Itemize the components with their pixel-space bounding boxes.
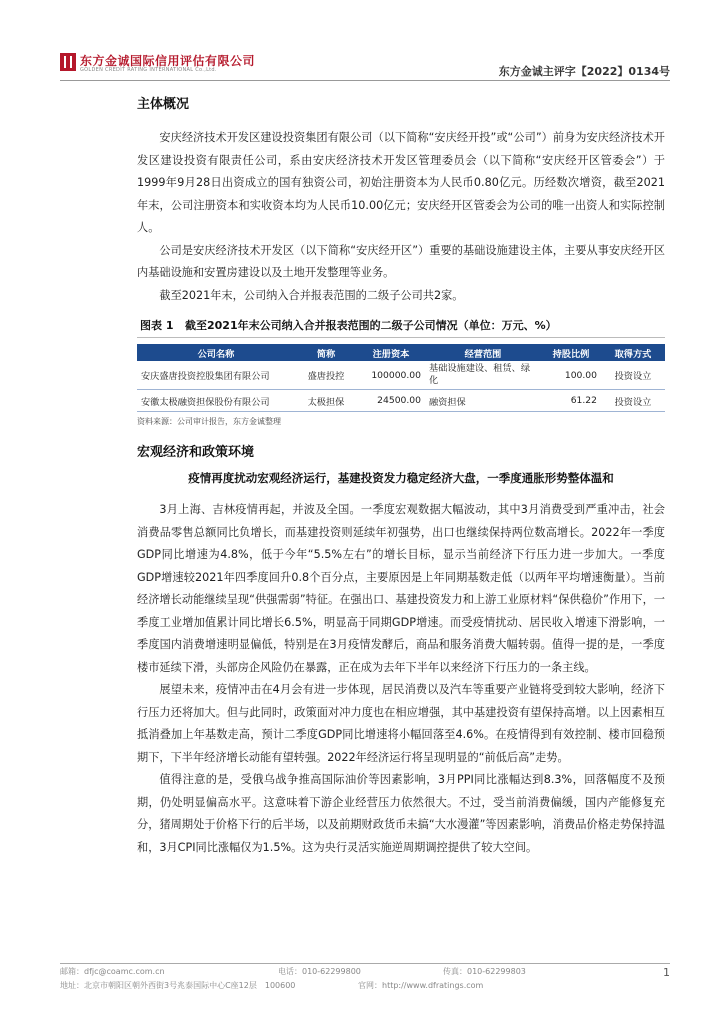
cell-share: 100.00 (541, 361, 601, 390)
table-row (137, 390, 665, 412)
paragraph: 截至2021年末，公司纳入合并报表范围的二级子公司共2家。 (159, 288, 464, 302)
paragraph: 值得注意的是，受俄乌战争推高国际油价等因素影响，3月PPI同比涨幅达到8.3%，回落幅度不及预期，仍处明显偏高水平。这意味着下游企业经营压力依然很大。不过，受当前消费偏缓，国内产能修复充分，猪周期处于价格下行的后半场，以及前期财政货币未搞“大水漫灌”等因素影响，消费品价格走势保持温和，3月CPI同比涨幅仅为1.5%。这为央行灵活实施逆周期调控提供了较大空间。 (137, 773, 665, 854)
section-title-overview: 主体概况 (137, 97, 190, 112)
table-caption (137, 315, 665, 338)
col-header-abbr: 简称 (295, 344, 357, 361)
cell-capital: 100000.00 (357, 361, 425, 390)
col-header-method: 取得方式 (601, 344, 665, 361)
paragraph: 安庆经济技术开发区建设投资集团有限公司（以下简称“安庆经开投”或“公司”）前身为安庆经济技术开发区建设投资有限责任公司，系由安庆经济技术开发区管理委员会（以下简称“安庆经开区管委会”）于1999年9月28日出资成立的国有独资公司，初始注册资本为人民币0.80亿元。历经数次增资，截至2021年末，公司注册资本和实收资本均为人民币10.00亿元；安庆经开区管委会为公司的唯一出资人和实际控制人。 (137, 131, 665, 234)
subsidiary-table (137, 344, 665, 412)
cell-share: 61.22 (541, 390, 601, 412)
paragraph: 公司是安庆经济技术开发区（以下简称“安庆经开区”）重要的基础设施建设主体，主要从事安庆经开区内基础设施和安置房建设以及土地开发整理等业务。 (137, 243, 665, 279)
page-number: 1 (663, 966, 670, 979)
table-row (137, 361, 665, 390)
cell-abbr: 太极担保 (295, 390, 357, 412)
company-logo-icon (60, 53, 76, 71)
footer-fax: 传真：010-62299803 (443, 967, 526, 976)
table-title: 截至2021年末公司纳入合并报表范围的二级子公司情况（单位：万元、%） (184, 319, 557, 332)
cell-capital: 24500.00 (357, 390, 425, 412)
paragraph: 展望未来，疫情冲击在4月会有进一步体现，居民消费以及汽车等重要产业链将受到较大影响，经济下行压力还将加大。但与此同时，政策面对冲力度也在相应增强，其中基建投资有望保持高增。以上因素相互抵消叠加上年基数走高，预计二季度GDP同比增速将小幅回落至4.6%。在疫情得到有效控制、楼市回稳预期下，下半年经济增长动能有望转强。2022年经济运行将呈现明显的“前低后高”走势。 (137, 683, 665, 764)
cell-company: 安庆盛唐投资控股集团有限公司 (137, 361, 295, 390)
col-header-company: 公司名称 (137, 344, 295, 361)
cell-abbr: 盛唐投控 (295, 361, 357, 390)
table-header-row (137, 344, 665, 361)
cell-scope: 基础设施建设、租赁、绿化 (425, 361, 541, 390)
footer-divider (60, 963, 670, 964)
table-source-note: 资料来源：公司审计报告，东方金诚整理 (137, 417, 281, 426)
footer-website: 官网：http://www.dfratings.com (358, 981, 484, 990)
main-content (137, 95, 665, 859)
footer-address: 地址：北京市朝阳区朝外西街3号兆泰国际中心C座12层 100600 (60, 981, 296, 990)
cell-company: 安徽太极融资担保股份有限公司 (137, 390, 295, 412)
section-subtitle: 疫情再度扰动宏观经济运行，基建投资发力稳定经济大盘，一季度通胀形势整体温和 (188, 471, 614, 485)
section-title-macro: 宏观经济和政策环境 (137, 445, 255, 460)
header-divider (60, 80, 670, 81)
cell-method: 投资设立 (601, 390, 665, 412)
company-name-cn: 东方金诚国际信用评估有限公司 (80, 54, 256, 68)
report-number: 东方金诚主评字【2022】0134号 (498, 65, 670, 78)
col-header-capital: 注册资本 (357, 344, 425, 361)
page-header (60, 53, 670, 83)
footer-phone: 电话：010-62299800 (278, 967, 361, 976)
footer-email: 邮箱：dfjc@coamc.com.cn (60, 967, 165, 976)
company-name-en: GOLDEN CREDIT RATING INTERNATIONAL Co.,Ltd. (80, 67, 217, 73)
paragraph: 3月上海、吉林疫情再起，并波及全国。一季度宏观数据大幅波动，其中3月消费受到严重冲击，社会消费品零售总额同比负增长，而基建投资则延续年初强势，出口也继续保持两位数高增长。2022年一季度GDP同比增速为4.8%，低于今年“5.5%左右”的增长目标，显示当前经济下行压力进一步加大。一季度GDP增速较2021年四季度回升0.8个百分点，主要原因是上年同期基数走低（以两年平均增速衡量）。当前经济增长动能继续呈现“供强需弱”特征。在强出口、基建投资发力和上游工业原材料“保供稳价”作用下，一季度工业增加值累计同比增长6.5%，明显高于同期GDP增速。而受疫情扰动、居民收入增速下滑影响，一季度国内消费增速明显偏低，特别是在3月疫情发酵后，商品和服务消费大幅转弱。值得一提的是，一季度楼市延续下滑，头部房企风险仍在暴露，正在成为去年下半年以来经济下行压力的一条主线。 (137, 503, 665, 674)
table-label: 图表 1 (140, 319, 174, 332)
col-header-scope: 经营范围 (425, 344, 541, 361)
col-header-share: 持股比例 (541, 344, 601, 361)
cell-method: 投资设立 (601, 361, 665, 390)
cell-scope: 融资担保 (425, 390, 541, 412)
